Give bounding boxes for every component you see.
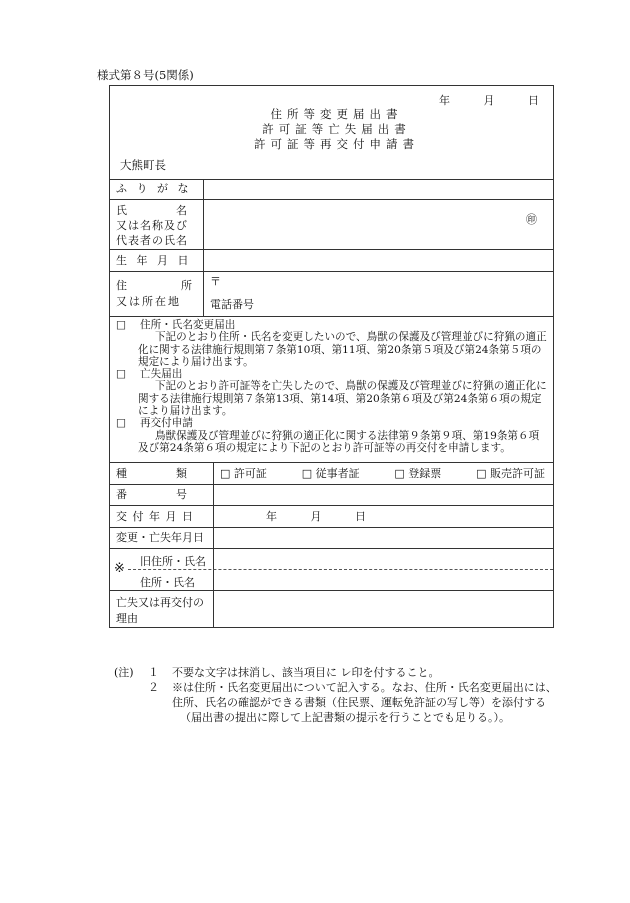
- notice-reissue-text: 鳥獣保護及び管理並びに狩猟の適正化に関する法律第９条第９項、第19条第６項及び第24条第６項の規定により下記のとおり許可証等の再交付を申請します。: [138, 429, 540, 454]
- form-titles: [110, 107, 553, 152]
- month-label: 月: [483, 94, 495, 107]
- postal-mark: 〒: [210, 275, 221, 288]
- notes-prefix: (注): [114, 666, 134, 679]
- option-registration[interactable]: □ 登録票: [394, 467, 442, 480]
- checkbox-change[interactable]: □: [116, 319, 127, 331]
- furigana-row: [110, 179, 553, 200]
- birthdate-label: 生 年 月 日: [110, 250, 204, 271]
- title-loss: 許可証等亡失届出書: [262, 122, 411, 136]
- number-row: [110, 485, 553, 506]
- issue-date-label: 交 付 年 月 日: [110, 506, 214, 527]
- change-date-label: 変更・亡失年月日: [110, 528, 214, 548]
- phone-label: 電話番号: [210, 298, 254, 311]
- address-change-row: [110, 549, 553, 591]
- option-permit[interactable]: □ 許可証: [220, 467, 267, 480]
- notice-section: [110, 317, 553, 463]
- seal-mark: ㊞: [526, 213, 537, 226]
- application-form: [109, 85, 554, 628]
- checkbox-reissue[interactable]: □: [116, 417, 127, 430]
- number-field[interactable]: [214, 485, 553, 505]
- note-2-line-3: （届出書の提出に際して上記書類の提示を行うことでも足りる。）。: [180, 711, 510, 724]
- name-field[interactable]: [204, 200, 553, 249]
- kind-label: 種 類: [110, 463, 214, 484]
- option-worker-card[interactable]: □ 従事者証: [301, 467, 360, 480]
- form-header: [110, 86, 553, 180]
- number-label: 番 号: [110, 485, 214, 505]
- address-label: 住 所 又は所在地: [110, 272, 204, 316]
- asterisk-mark: ※: [114, 561, 125, 576]
- issue-date-field[interactable]: 年 月 日: [266, 510, 366, 523]
- notice-reissue-heading: □ 再交付申請: [116, 417, 193, 430]
- reason-row: [110, 591, 553, 628]
- notes-section: [114, 665, 574, 725]
- form-number: 様式第８号(5関係): [97, 68, 194, 82]
- title-reissue: 許可証等再交付申請書: [254, 137, 419, 151]
- notice-change-text: 下記のとおり住所・氏名を変更したいので、鳥獣の保護及び管理並びに狩猟の適正化に関する法律施行規則第７条第10項、第11項、第20条第５項及び第24条第５項の規定により届け出ます。: [138, 331, 547, 368]
- address-change-field[interactable]: [214, 549, 553, 590]
- furigana-label: ふ り が な: [110, 179, 204, 199]
- reason-label: 亡失又は再交付の理由: [110, 591, 214, 628]
- year-label: 年: [439, 94, 450, 107]
- kind-row: [110, 463, 553, 485]
- notice-loss-text: 下記のとおり許可証等を亡失したので、鳥獣の保護及び管理並びに狩猟の適正化に関する法律施行規則第７条第13項、第14項、第20条第６項及び第24条第６項の規定により届け出ます。: [138, 380, 547, 418]
- change-date-field[interactable]: [214, 528, 553, 548]
- notice-change-heading: □ 住所・氏名変更届出: [116, 319, 236, 331]
- birthdate-field[interactable]: [204, 250, 553, 271]
- furigana-field[interactable]: [204, 179, 553, 199]
- reason-field[interactable]: [214, 591, 553, 628]
- change-date-row: [110, 528, 553, 549]
- addressee: 大熊町長: [120, 158, 166, 172]
- note-2: ２ ※は住所・氏名変更届出について記入する。なお、住所・氏名変更届出には、: [148, 681, 557, 694]
- checkbox-loss[interactable]: □: [116, 368, 127, 381]
- new-address-label: 住所・氏名: [140, 576, 195, 589]
- issue-date-row: [110, 506, 553, 528]
- date-line: [409, 92, 539, 108]
- old-address-label: 旧住所・氏名: [140, 555, 206, 568]
- name-label: 氏 名 又は名称及び 代表者の氏名: [110, 200, 204, 249]
- kind-options: [220, 465, 547, 482]
- option-sales-permit[interactable]: □ 販売許可証: [476, 467, 545, 480]
- note-2-line-2: 住所、氏名の確認ができる書類（住民票、運転免許証の写し等）を添付する: [172, 696, 546, 709]
- address-row: [110, 272, 553, 317]
- notice-loss-heading: □ 亡失届出: [116, 368, 183, 381]
- name-row: [110, 200, 553, 250]
- day-label: 日: [528, 94, 539, 107]
- title-change: 住所等変更届出書: [270, 107, 403, 121]
- birthdate-row: [110, 250, 553, 272]
- address-field[interactable]: [204, 272, 553, 316]
- note-1: (注) １ 不要な文字は抹消し、該当項目に レ印を付すること。: [114, 666, 440, 679]
